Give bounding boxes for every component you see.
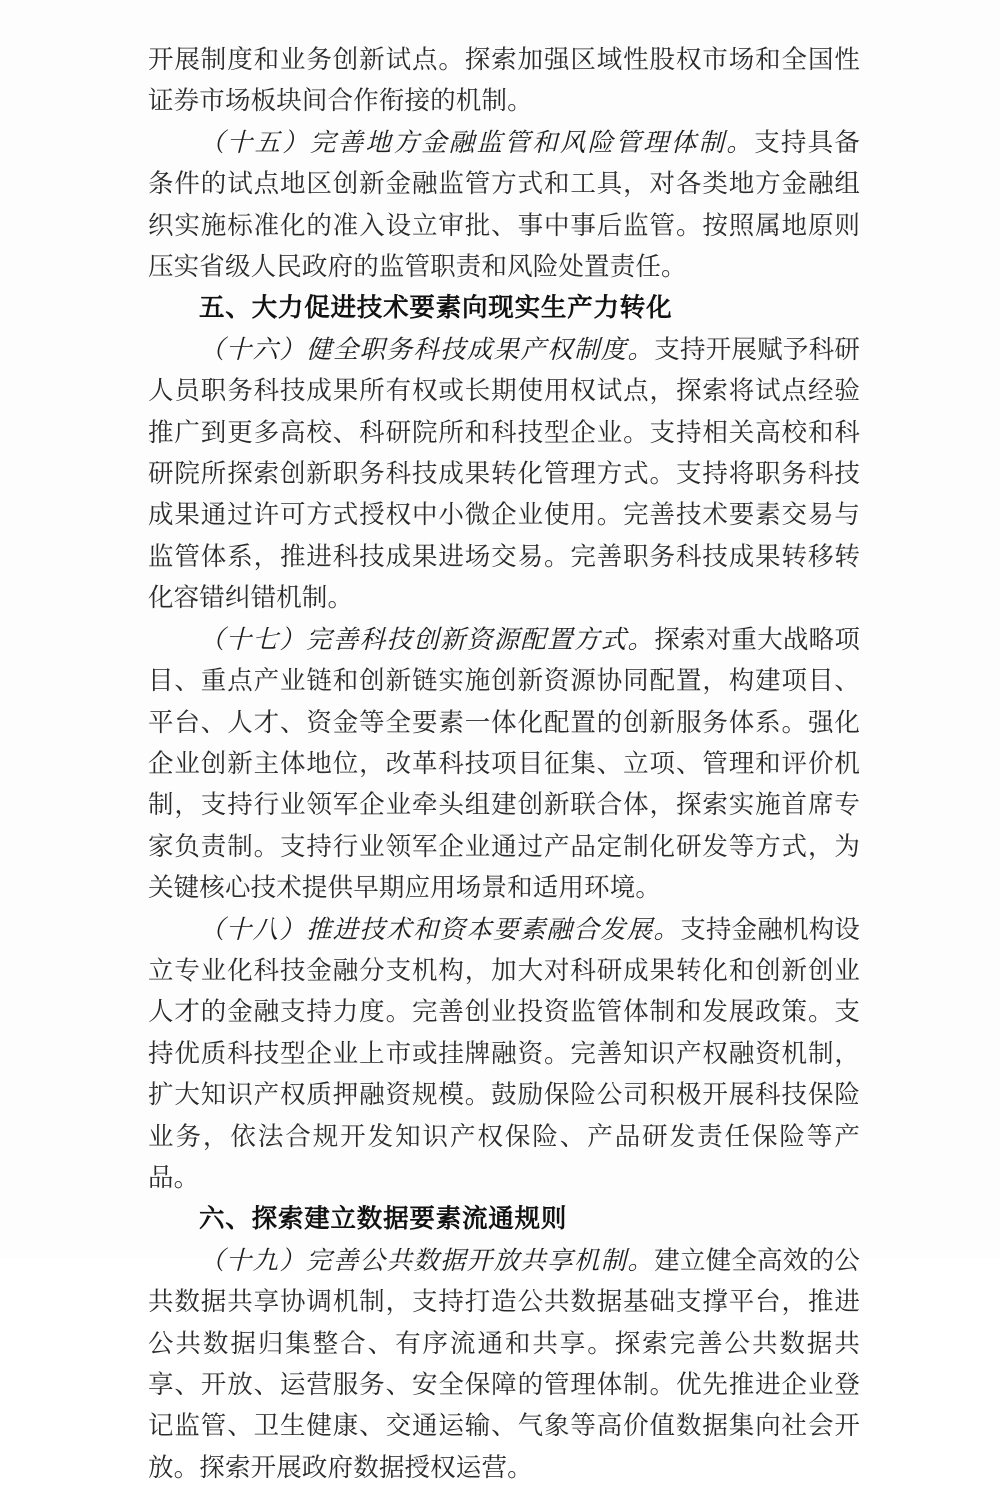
paragraph-item-fifteen (148, 123, 860, 289)
paragraph-text: 支持具备条件的试点地区创新金融监管方式和工具，对各类地方金融组织实施标准化的准入设立审批、事中事后监管。按照属地原则压实省级人民政府的监管职责和风险处置责任。 (148, 127, 860, 283)
paragraph-text: 支持开展赋予科研人员职务科技成果所有权或长期使用权试点，探索将试点经验推广到更多高校、科研院所和科技型企业。支持相关高校和科研院所探索创新职务科技成果转化管理方式。支持将职务科技成果通过许可方式授权中小微企业使用。完善技术要素交易与监管体系，推进科技成果进场交易。完善职务科技成果转移转化容错纠错机制。 (148, 334, 861, 614)
paragraph-lead: （十七）完善科技创新资源配置方式。 (199, 624, 655, 655)
section-heading-six: 六、探索建立数据要素流通规则 (199, 1204, 568, 1235)
paragraph-item-eighteen (148, 910, 860, 1200)
paragraph-lead: （十六）健全职务科技成果产权制度。 (199, 334, 655, 365)
document-body (148, 40, 860, 1489)
paragraph-item-sixteen (148, 330, 860, 620)
paragraph-lead: （十八）推进技术和资本要素融合发展。 (199, 914, 681, 945)
paragraph-lead: （十五）完善地方金融监管和风险管理体制。 (199, 127, 755, 158)
paragraph-continued-fourteen (148, 40, 860, 123)
paragraph-text: 探索对重大战略项目、重点产业链和创新链实施创新资源协同配置，构建项目、平台、人才、资金等全要素一体化配置的创新服务体系。强化企业创新主体地位，改革科技项目征集、立项、管理和评价机制，支持行业领军企业牵头组建创新联合体，探索实施首席专家负责制。支持行业领军企业通过产品定制化研发等方式，为关键核心技术提供早期应用场景和适用环境。 (148, 624, 861, 904)
paragraph-item-seventeen (148, 620, 860, 910)
paragraph-item-nineteen (148, 1241, 860, 1489)
paragraph-text: 建立健全高效的公共数据共享协调机制，支持打造公共数据基础支撑平台，推进公共数据归集整合、有序流通和共享。探索完善公共数据共享、开放、运营服务、安全保障的管理体制。优先推进企业登记监管、卫生健康、交通运输、气象等高价值数据集向社会开放。探索开展政府数据授权运营。 (148, 1245, 861, 1483)
paragraph-text: 支持金融机构设立专业化科技金融分支机构，加大对科研成果转化和创新创业人才的金融支持力度。完善创业投资监管体制和发展政策。支持优质科技型企业上市或挂牌融资。完善知识产权融资机制，扩大知识产权质押融资规模。鼓励保险公司积极开展科技保险业务，依法合规开发知识产权保险、产品研发责任保险等产品。 (148, 914, 860, 1193)
paragraph-text: 开展制度和业务创新试点。探索加强区域性股权市场和全国性证券市场板块间合作衔接的机制。 (148, 45, 860, 117)
section-heading-five: 五、大力促进技术要素向现实生产力转化 (199, 293, 673, 324)
paragraph-lead: （十九）完善公共数据开放共享机制。 (199, 1245, 655, 1276)
